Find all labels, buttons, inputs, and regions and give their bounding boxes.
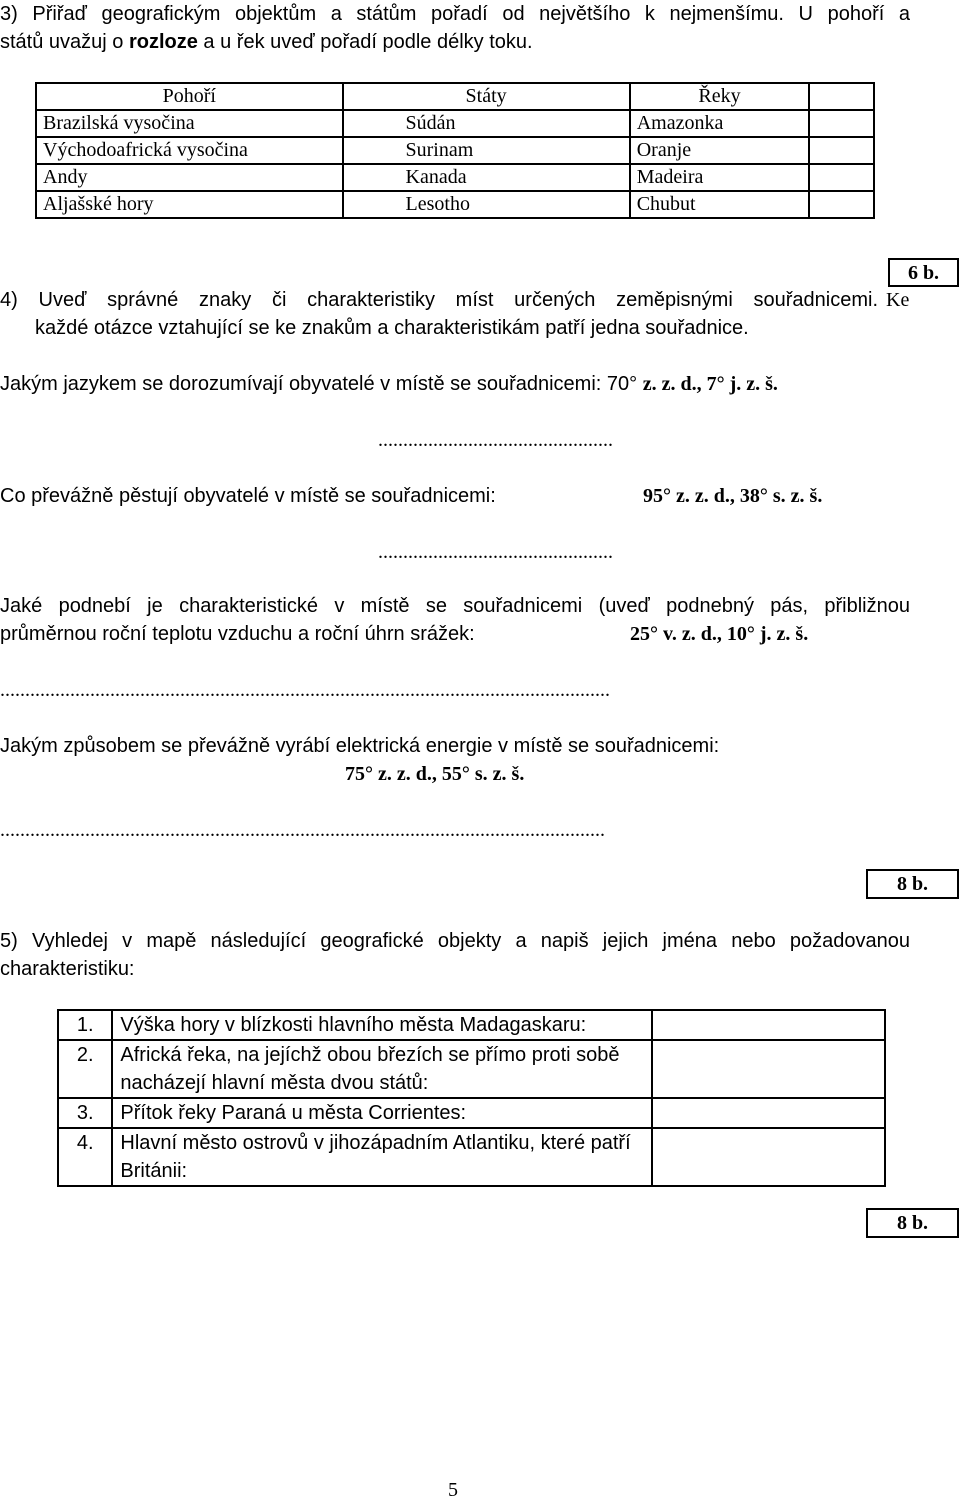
blank-cell: [809, 164, 874, 191]
table-row: [36, 191, 874, 218]
table-row: [58, 1128, 885, 1186]
mountain-cell: Východoafrická vysočina: [36, 137, 343, 164]
map-questions-table: [57, 1009, 886, 1187]
ranking-table: [35, 82, 875, 219]
blank-cell: [809, 137, 874, 164]
mountain-cell: Brazilská vysočina: [36, 110, 343, 137]
question-language: Jakým jazykem se dorozumívají obyvatelé v místě se souřadnicemi: 70° z. z. d., 7° j. z. š.: [0, 373, 778, 395]
question-number: 3.: [58, 1098, 112, 1128]
question-text: Výška hory v blízkosti hlavního města Madagaskaru:: [112, 1010, 651, 1040]
table-row: [36, 110, 874, 137]
points-box-task5: 8 b.: [866, 1208, 959, 1238]
question-text: Přítok řeky Paraná u města Corrientes:: [112, 1098, 651, 1128]
blank-cell: [809, 83, 874, 110]
question-crops: Co převážně pěstují obyvatelé v místě se souřadnicemi:: [0, 485, 496, 507]
state-cell: Lesotho: [343, 191, 630, 218]
question-climate-line1: Jaké podnebí je charakteristické v místě se souřadnicemi (uveď podnebný pás, přibližnou: [0, 595, 910, 617]
answer-cell[interactable]: [652, 1040, 885, 1098]
column-header-staty: Státy: [343, 83, 630, 110]
river-cell: Oranje: [630, 137, 810, 164]
answer-cell[interactable]: [652, 1098, 885, 1128]
blank-cell: [809, 110, 874, 137]
river-cell: Chubut: [630, 191, 810, 218]
coordinates-1: z. z. d., 7° j. z. š.: [642, 373, 778, 395]
points-box-task3: 6 b.: [888, 258, 959, 287]
answer-line-2: ...............................................: [378, 541, 613, 563]
question-text: Africká řeka, na jejíchž obou březích se přímo proti sobě nacházejí hlavní města dvou států:: [112, 1040, 651, 1098]
emphasis-rozloze: rozloze: [128, 31, 198, 53]
column-header-reky: Řeky: [630, 83, 810, 110]
blank-cell: [809, 191, 874, 218]
answer-line-4: .........................................................................................................................: [0, 819, 605, 841]
river-cell: Madeira: [630, 164, 810, 191]
river-cell: Amazonka: [630, 110, 810, 137]
coordinates-2: 95° z. z. d., 38° s. z. š.: [643, 485, 823, 507]
page-number: 5: [448, 1479, 458, 1501]
table-row: [36, 137, 874, 164]
task4-instruction-line2: každé otázce vztahující se ke znakům a charakteristikám patří jedna souřadnice.: [35, 317, 749, 339]
table-row: [36, 164, 874, 191]
question-number: 1.: [58, 1010, 112, 1040]
task5-instruction-line2: charakteristiku:: [0, 958, 135, 980]
table-header-row: [36, 83, 874, 110]
question-energy: Jakým způsobem se převážně vyrábí elektrická energie v místě se souřadnicemi:: [0, 735, 720, 757]
state-cell: Kanada: [343, 164, 630, 191]
answer-line-3: ..........................................................................................................................: [0, 679, 610, 701]
mountain-cell: Andy: [36, 164, 343, 191]
task3-instruction-line2: států uvažuj o rozloze a u řek uveď pořadí podle délky toku.: [0, 31, 533, 53]
state-cell: Súdán: [343, 110, 630, 137]
task3-instruction-line1: 3) Přiřaď geografickým objektům a státům pořadí od největšího k nejmenšímu. U pohoří a: [0, 3, 910, 25]
answer-cell[interactable]: [652, 1128, 885, 1186]
question-climate-line2: průměrnou roční teplotu vzduchu a roční úhrn srážek:: [0, 623, 475, 645]
column-header-pohori: Pohoří: [36, 83, 343, 110]
question-text: Hlavní město ostrovů v jihozápadním Atlantiku, které patří Británii:: [112, 1128, 651, 1186]
question-number: 2.: [58, 1040, 112, 1098]
coordinates-3: 25° v. z. d., 10° j. z. š.: [630, 623, 809, 645]
table-row: [58, 1010, 885, 1040]
task5-instruction-line1: 5) Vyhledej v mapě následující geografické objekty a napiš jejich jména nebo požadovanou: [0, 930, 910, 952]
answer-cell[interactable]: [652, 1010, 885, 1040]
mountain-cell: Aljašské hory: [36, 191, 343, 218]
points-box-task4: 8 b.: [866, 869, 959, 899]
question-number: 4.: [58, 1128, 112, 1186]
state-cell: Surinam: [343, 137, 630, 164]
answer-line-1: ...............................................: [378, 429, 613, 451]
coordinates-4: 75° z. z. d., 55° s. z. š.: [345, 763, 525, 785]
table-row: [58, 1040, 885, 1098]
task4-instruction-line1: 4) Uveď správné znaky či charakteristiky míst určených zeměpisnými souřadnicemi. Ke: [0, 289, 910, 311]
table-row: [58, 1098, 885, 1128]
